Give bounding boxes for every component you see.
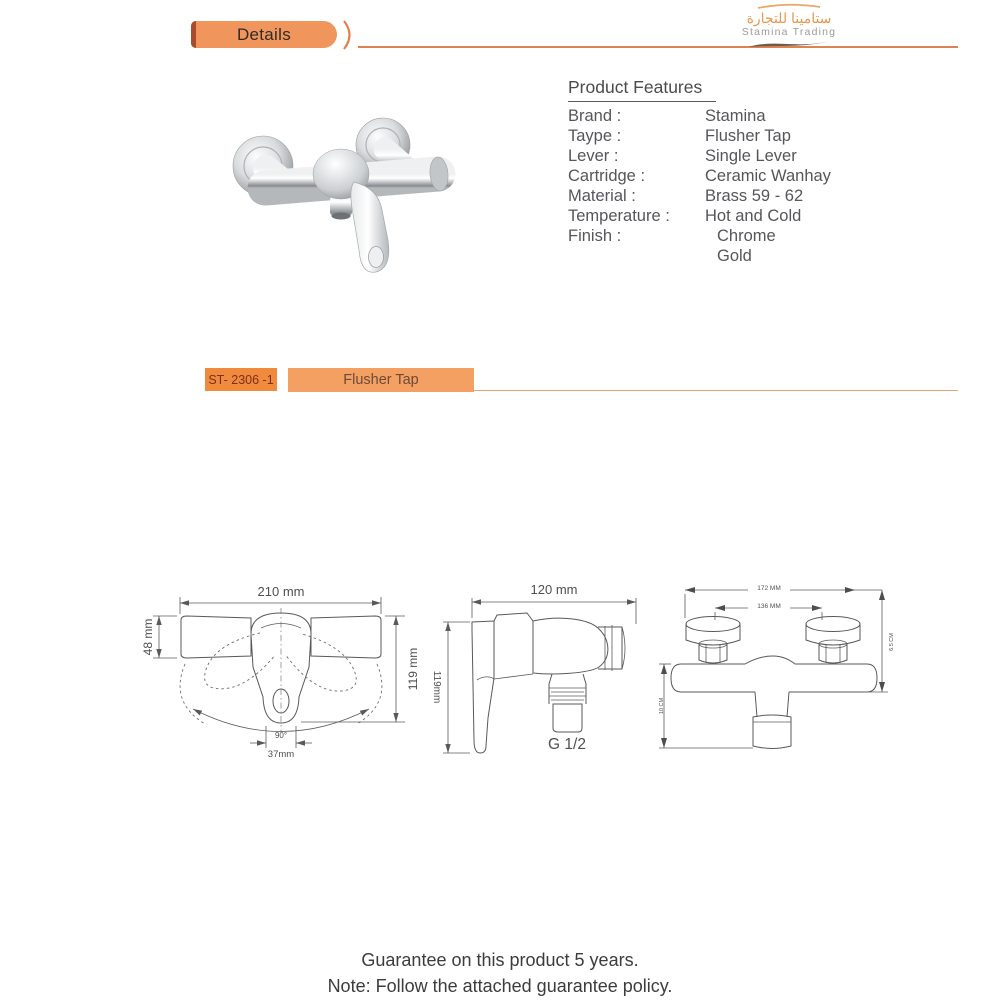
product-photo [210,100,495,310]
feature-value: Ceramic Wanhay [705,167,831,185]
feature-label [568,246,705,266]
product-name-badge: Flusher Tap [288,368,474,392]
feature-label: Temperature : [568,207,670,225]
dim-angle-label: 90° [274,731,288,740]
feature-value: Stamina [705,107,766,125]
feature-value: Gold [717,247,752,265]
feature-row-finish [568,226,898,246]
drawing-side-view [430,570,665,770]
drawing-rear-view [655,574,903,766]
dim-depth-label: 120 mm [530,582,578,597]
drawing-front-view [133,572,425,772]
feature-row-material [568,186,898,206]
feature-label: Finish : [568,227,622,245]
outlet-opening [332,213,351,220]
dim-height-label: 119mm [431,670,442,704]
header-rule [358,46,958,48]
feature-value: Single Lever [705,147,797,165]
features-title: Product Features [568,77,716,102]
dim-side-height-label: 6.5 CM [889,633,895,651]
features-panel [568,77,898,266]
logo-swoosh [744,38,834,51]
lever-hole [369,247,384,268]
feature-value: Hot and Cold [705,207,802,225]
paren-arc-decoration [341,19,357,51]
dim-inner-width-label: 136 MM [757,603,781,610]
details-header-accent-edge [191,21,196,48]
feature-label: Cartridge : [568,167,646,185]
rear-flange-left [686,617,740,664]
feature-label: Taype : [568,127,622,145]
feature-row-brand [568,106,898,126]
logo-english-text: Stamina Trading [741,26,837,38]
feature-row-type [568,126,898,146]
footer [0,948,1000,999]
feature-value: Chrome [717,227,776,245]
dim-width-label: 210 mm [257,584,305,599]
dim-body-height-label: 48 mm [141,618,155,656]
dim-thread-label: G 1/2 [548,736,586,753]
feature-row-finish-gold [568,246,898,266]
dim-outer-width-label: 172 MM [757,585,781,592]
guarantee-text: Guarantee on this product 5 years. [361,950,639,970]
feature-row-lever [568,146,898,166]
feature-label: Brand : [568,107,622,125]
logo-flourish-arc [754,2,824,10]
rear-flange-right [806,617,860,664]
dim-body-height-rear-label: 10 CM [659,697,665,715]
feature-label: Lever : [568,147,619,165]
guarantee-note: Note: Follow the attached guarantee policy. [327,975,673,996]
feature-value: Brass 59 - 62 [705,187,804,205]
dim-base-width-label: 37mm [267,749,295,760]
feature-value: Flusher Tap [705,127,791,145]
feature-row-cartridge [568,166,898,186]
feature-label: Material : [568,187,636,205]
details-header [191,21,337,48]
dim-total-height-label: 119 mm [406,647,420,691]
company-logo [733,2,845,56]
product-code-badge: ST- 2306 -1 [205,368,277,391]
details-header-label: Details [236,24,292,44]
feature-row-temperature [568,206,898,226]
logo-arabic-text: ستامينا للتجارة [746,10,832,26]
